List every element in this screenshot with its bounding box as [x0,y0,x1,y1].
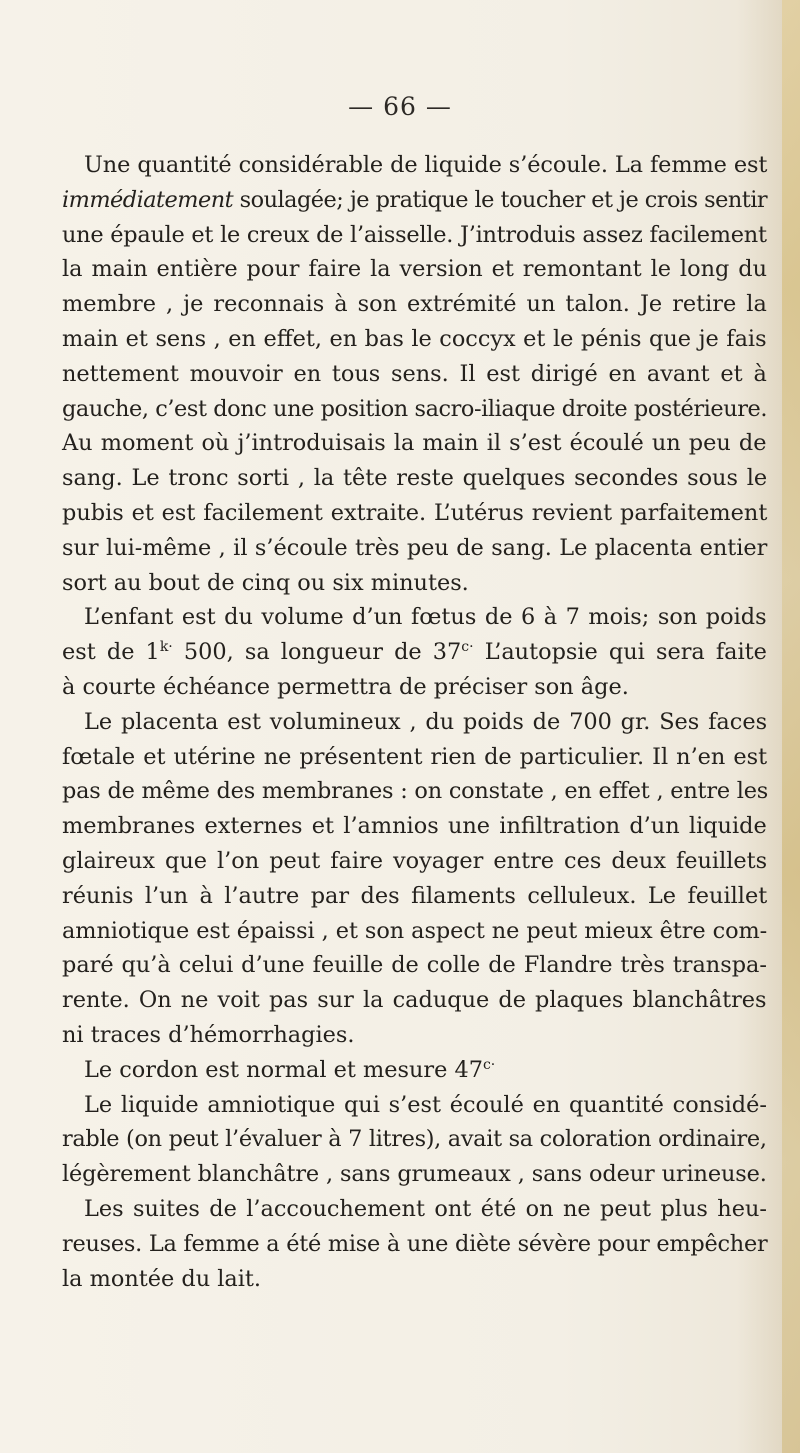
text-line [62,461,767,496]
text-line [62,148,767,183]
text-run: réunis l’un à l’autre par des filaments celluleux. Le feuillet [62,882,768,909]
text-run: membre , je reconnais à son extrémité un talon. Je retire la [62,291,767,318]
text-run: à courte échéance permettra de préciser son âge. [62,673,629,700]
text-line [62,774,767,809]
text-run: Les suites de l’accouchement ont été on ne peut plus heu- [84,1195,767,1222]
text-line [62,287,767,322]
text-line [62,879,767,914]
text-line [62,1227,767,1262]
text-line [62,496,767,531]
body-text [62,148,767,1296]
text-run: Le cordon est normal et mesure 47 [84,1056,483,1083]
text-run: rable (on peut l’évaluer à 7 litres), avait sa coloration ordinaire, [62,1126,767,1153]
text-line [62,914,767,949]
superscript-unit: c· [482,1056,496,1073]
text-run: Une quantité considérable de liquide s’écoule. La femme est [84,152,768,178]
superscript-unit: c· [461,639,474,656]
text-run: glaireux que l’on peut faire voyager entre ces deux feuillets [62,847,768,874]
text-line [62,252,767,287]
text-line [62,948,767,983]
text-line [62,426,767,461]
text-line [62,1157,767,1192]
text-run: Le placenta est volumineux , du poids de 700 gr. Ses faces [84,708,768,735]
text-run: Le liquide amniotique qui s’est écoulé en quantité considé- [84,1091,767,1118]
text-line [62,531,767,566]
text-run: sur lui-même , il s’écoule très peu de sang. Le placenta entier [62,534,768,561]
text-line [62,705,767,740]
text-run: paré qu’à celui d’une feuille de colle de Flandre très transpa- [62,952,767,979]
text-run: la montée du lait. [62,1265,262,1292]
text-run: main et sens , en effet, en bas le coccyx et le pénis que je fais [62,325,767,352]
text-line [62,1053,767,1088]
text-run: est de 1 [62,639,160,666]
text-run: Au moment où j’introduisais la main il s’est écoulé un peu de [62,430,767,457]
text-run: pubis et est facilement extraite. L’utérus revient parfaitement [62,499,768,526]
text-line [62,1018,767,1053]
text-line [62,670,767,705]
text-line [62,635,767,670]
italic-word: immédiatement [62,186,234,213]
text-line [62,983,767,1018]
text-line [62,809,767,844]
text-line [62,392,767,427]
text-line [62,566,767,601]
text-line [62,183,767,218]
text-run: la main entière pour faire la version et remontant le long du [62,256,768,283]
superscript-unit: k· [159,639,173,656]
page-edge-stain [782,0,800,1453]
text-run: pas de même des membranes : on constate , en effet , entre les [62,778,769,805]
text-run: ni traces d’hémorrhagies. [62,1021,355,1048]
text-line [62,218,767,253]
text-line [62,1262,767,1297]
text-line [62,600,767,635]
text-run: sort au bout de cinq ou six minutes. [62,569,469,596]
text-line [62,357,767,392]
text-line [62,740,767,775]
text-run: 500, sa longueur de 37 [172,639,462,666]
text-run: légèrement blanchâtre , sans grumeaux , sans odeur urineuse. [62,1161,767,1188]
text-run: membranes externes et l’amnios une infiltration d’un liquide [62,813,767,840]
text-line [62,1122,767,1157]
page-number: — 66 — [348,92,452,121]
text-run: nettement mouvoir en tous sens. Il est dirigé en avant et à [62,360,767,387]
text-run: L’autopsie qui sera faite [473,639,767,666]
text-run: sang. Le tronc sorti , la tête reste quelques secondes sous le [62,465,768,492]
text-line [62,1088,767,1123]
text-run: gauche, c’est donc une position sacro-iliaque droite postérieure. [62,395,768,422]
text-line [62,1192,767,1227]
text-line [62,844,767,879]
text-line [62,322,767,357]
text-run: reuses. La femme a été mise à une diète sévère pour empêcher [62,1230,768,1257]
text-run: fœtale et utérine ne présentent rien de particulier. Il n’en est [62,743,768,770]
text-run: L’enfant est du volume d’un fœtus de 6 à 7 mois; son poids [84,604,767,631]
text-run: soulagée; je pratique le toucher et je crois sentir [233,186,768,213]
text-run: amniotique est épaissi , et son aspect ne peut mieux être com- [62,917,768,944]
text-run: une épaule et le creux de l’aisselle. J’introduis assez facilement [62,221,767,248]
text-run: rente. On ne voit pas sur la caduque de plaques blanchâtres [62,987,767,1014]
